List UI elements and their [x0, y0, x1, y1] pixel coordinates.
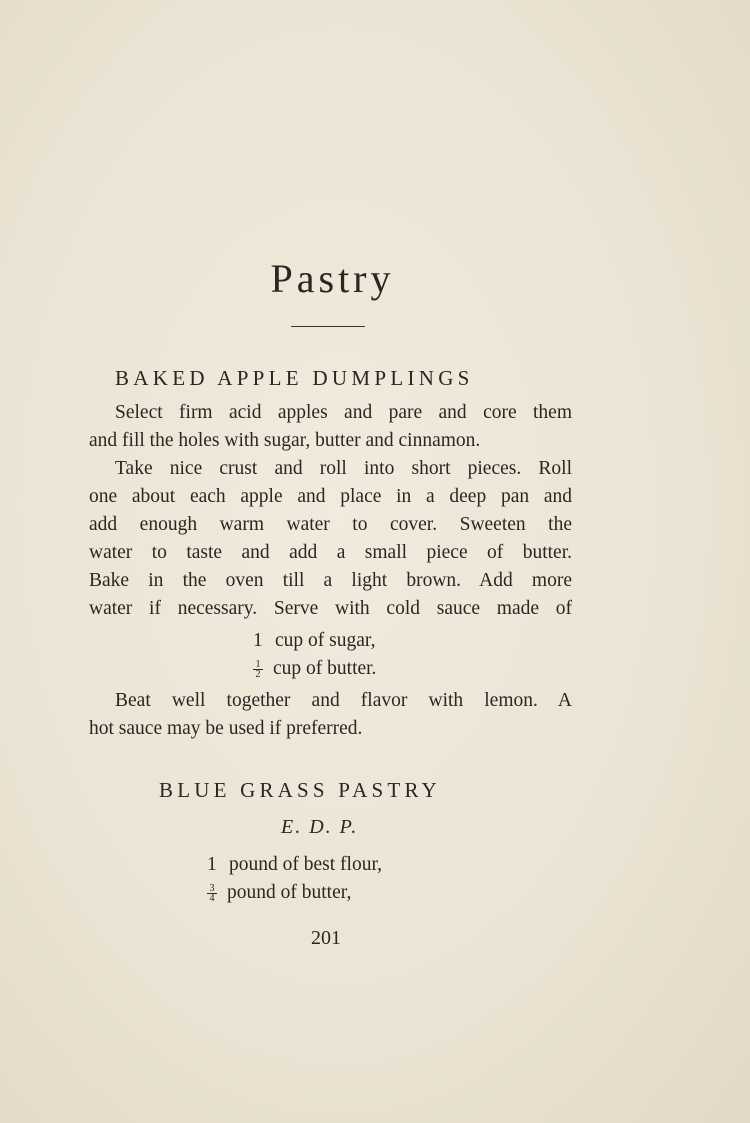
paragraph-line: Bake in the oven till a light brown. Add more: [89, 570, 572, 591]
paragraph-line: Take nice crust and roll into short pieces. Roll: [115, 458, 572, 479]
ingredient-text: cup of butter.: [273, 658, 377, 679]
ingredient-line: [253, 627, 375, 655]
paragraph-line: water if necessary. Serve with cold sauce made of: [89, 598, 572, 619]
paragraph-line: and fill the holes with sugar, butter and cinnamon.: [89, 430, 481, 451]
ingredient-line: [253, 655, 376, 683]
paragraph-line: Beat well together and flavor with lemon. A: [115, 690, 572, 711]
ingredient-line: [207, 851, 382, 879]
ingredient-text: pound of best flour,: [229, 854, 383, 875]
paragraph-line: one about each apple and place in a deep pan and: [89, 486, 572, 507]
ingredient-quantity: 1: [253, 630, 263, 651]
paragraph-line: add enough warm water to cover. Sweeten the: [89, 514, 572, 535]
recipe-heading-blue-grass-pastry: BLUE GRASS PASTRY: [159, 778, 441, 802]
ingredient-fraction: $\frac{1}{2}$: [253, 660, 263, 679]
recipe-heading-baked-apple-dumplings: BAKED APPLE DUMPLINGS: [115, 366, 474, 390]
ingredient-text: cup of sugar,: [275, 630, 376, 651]
ingredient-line: [207, 879, 351, 907]
paragraph-line: water to taste and add a small piece of butter.: [89, 542, 572, 563]
page-title: Pastry: [270, 256, 395, 301]
ingredient-text: pound of butter,: [227, 882, 352, 903]
recipe-author: E. D. P.: [281, 816, 359, 838]
ingredient-fraction: $\frac{3}{4}$: [207, 884, 217, 903]
ingredient-quantity: 1: [207, 854, 217, 875]
paragraph-line: hot sauce may be used if preferred.: [89, 718, 363, 739]
page-number: 201: [311, 927, 341, 949]
paragraph-line: Select firm acid apples and pare and core them: [115, 402, 572, 423]
title-divider: [291, 326, 365, 327]
